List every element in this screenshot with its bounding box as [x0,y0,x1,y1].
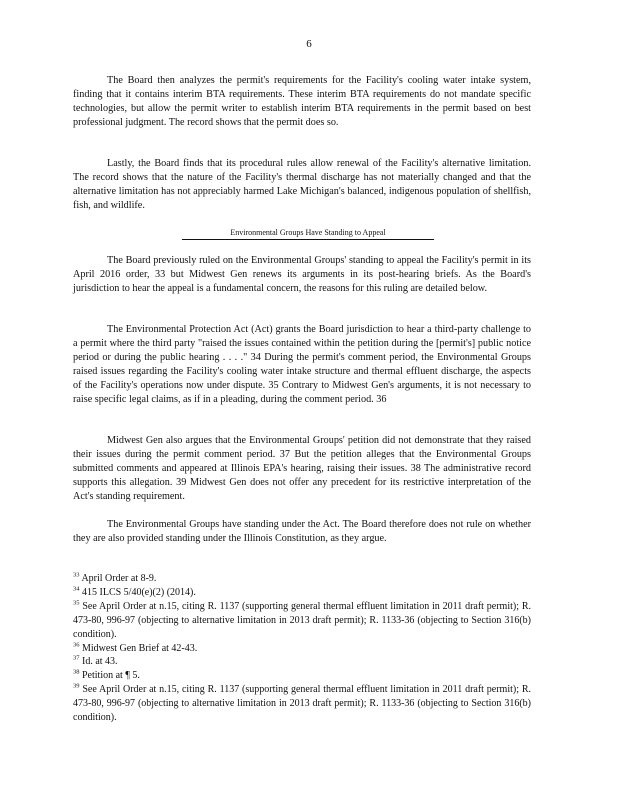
paragraph-act-jurisdiction [73,323,531,406]
paragraph-standing-conclusion [73,518,531,546]
footnote-number: 38 [73,669,80,677]
footnote [73,669,531,683]
paragraph-text: The Board then analyzes the permit's requirements for the Facility's cooling water intake system, finding that it contains interim BTA requirements. These interim BTA requirements do not mandate specific technologies, but allow the permit writer to establish interim BTA requirements in the permit based on best professional judgment. The record shows that the permit does so. [73,75,531,128]
footnote [73,586,531,600]
paragraph-interim-bta [73,74,531,130]
footnote-text: See April Order at n.15, citing R. 1137 (supporting general thermal effluent limitation in 2011 draft permit); R. 473-80, 996-97 (objecting to alternative limitation in 2013 draft permit); R. 1133-36 (objecting to Section 316(b) condition). [73,684,531,724]
paragraph-petition-demonstration [73,434,531,504]
footnote-number: 39 [73,682,80,690]
footnote [73,642,531,656]
footnote-number: 35 [73,599,80,607]
footnote-number: 34 [73,585,80,593]
section-heading: Environmental Groups Have Standing to Appeal [182,228,434,240]
paragraph-text: The Environmental Groups have standing under the Act. The Board therefore does not rule on whether they are also provided standing under the Illinois Constitution, as they argue. [73,519,531,544]
footnote [73,655,531,669]
footnote-number: 33 [73,571,80,579]
footnote-text: 415 ILCS 5/40(e)(2) (2014). [82,586,196,598]
footnote-text: Petition at ¶ 5. [82,670,140,682]
paragraph-text: Lastly, the Board finds that its procedural rules allow renewal of the Facility's alternative limitation. The record shows that the nature of the Facility's thermal discharge has not materially changed and that the alternative limitation has not appreciably harmed Lake Michigan's balanced, indigenous population of shellfish, fish, and wildlife. [73,158,531,211]
paragraph-text: Midwest Gen also argues that the Environmental Groups' petition did not demonstrate that they raised their issues during the permit comment period. 37 But the petition alleges that the Environmental Groups submitted comments and appeared at Illinois EPA's hearing, raising their issues. 38 The administrative record supports this allegation. 39 Midwest Gen does not offer any precedent for its restrictive interpretation of the Act's standing requirement. [73,435,531,502]
footnote-text: Midwest Gen Brief at 42-43. [82,642,198,654]
footnote-number: 36 [73,641,80,649]
paragraph-standing-previous-ruling [73,254,531,296]
footnote-text: See April Order at n.15, citing R. 1137 (supporting general thermal effluent limitation in 2011 draft permit); R. 473-80, 996-97 (objecting to alternative limitation in 2013 draft permit); R. 1133-36 (objecting to Section 316(b) condition). [73,600,531,640]
footnote [73,683,531,725]
paragraph-text: The Board previously ruled on the Environmental Groups' standing to appeal the Facility's permit in its April 2016 order, 33 but Midwest Gen renews its arguments in its post-hearing briefs. As the Board's jurisdiction to hear the appeal is a fundamental concern, the reasons for this ruling are detailed below. [73,255,531,294]
footnote [73,600,531,642]
paragraph-text: The Environmental Protection Act (Act) grants the Board jurisdiction to hear a third-party challenge to a permit where the third party "raised the issues contained within the petition during the [permit's] public notice period or during the public hearing . . . ." 34 During the permit's comment period, the Environmental Groups raised issues regarding the Facility's cooling water intake structure and thermal effluent discharge, the aspects of the Facility's operations now under dispute. 35 Contrary to Midwest Gen's arguments, it is not necessary to raise specific legal claims, as if in a pleading, during the comment period. 36 [73,324,531,405]
footnote-text: April Order at 8-9. [81,573,157,584]
page-number: 6 [306,38,312,50]
footnotes [73,572,531,725]
footnote-number: 37 [73,655,80,663]
paragraph-alternative-limitation [73,157,531,213]
footnote [73,572,531,586]
footnote-text: Id. at 43. [82,656,118,668]
